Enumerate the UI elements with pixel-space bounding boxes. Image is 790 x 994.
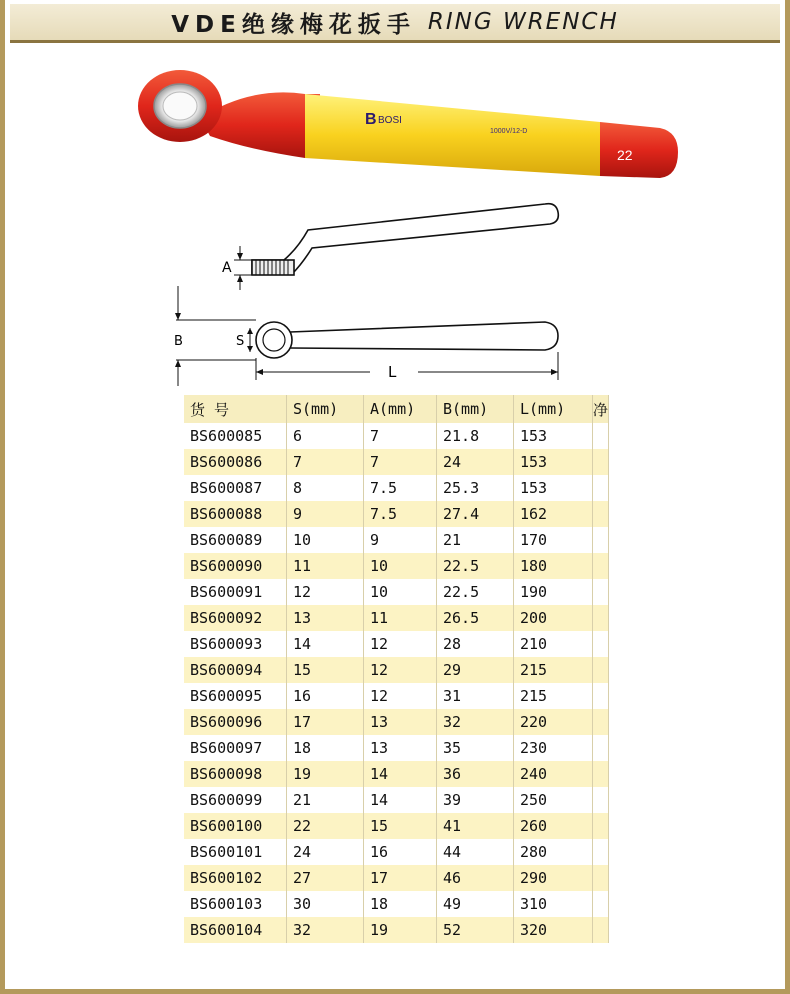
cell-a-value: 18 xyxy=(364,891,437,917)
cell-s-value: 7 xyxy=(287,449,364,475)
cell-a-value: 12 xyxy=(364,631,437,657)
cell-a-value: 12 xyxy=(364,683,437,709)
cell-part-no: BS600100 xyxy=(184,813,287,839)
cell-a-value: 12 xyxy=(364,657,437,683)
cell-cut xyxy=(593,449,609,475)
cell-a-value: 16 xyxy=(364,839,437,865)
cell-a-value: 15 xyxy=(364,813,437,839)
cell-l-value: 220 xyxy=(514,709,593,735)
brand-logo: B xyxy=(365,111,377,128)
cell-part-no: BS600086 xyxy=(184,449,287,475)
table-row xyxy=(184,917,609,943)
cell-s-value: 30 xyxy=(287,891,364,917)
cell-a-value: 7 xyxy=(364,423,437,449)
cell-l-value: 200 xyxy=(514,605,593,631)
cell-l-value: 280 xyxy=(514,839,593,865)
cell-part-no: BS600085 xyxy=(184,423,287,449)
cell-part-no: BS600093 xyxy=(184,631,287,657)
cell-cut xyxy=(593,683,609,709)
cell-s-value: 22 xyxy=(287,813,364,839)
header-b: B(mm) xyxy=(437,395,514,423)
cell-a-value: 13 xyxy=(364,735,437,761)
side-view-outline xyxy=(252,204,558,274)
header-l: L(mm) xyxy=(514,395,593,423)
cell-a-value: 14 xyxy=(364,761,437,787)
cell-l-value: 290 xyxy=(514,865,593,891)
title-en: RING WRENCH xyxy=(427,9,619,35)
title-cn: VDE绝缘梅花扳手 xyxy=(171,11,416,38)
table-row xyxy=(184,527,609,553)
header-s: S(mm) xyxy=(287,395,364,423)
top-view-handle xyxy=(290,322,558,350)
cell-part-no: BS600103 xyxy=(184,891,287,917)
table-row xyxy=(184,683,609,709)
cell-s-value: 14 xyxy=(287,631,364,657)
cell-b-value: 24 xyxy=(437,449,514,475)
label-l: L xyxy=(388,363,397,381)
cell-cut xyxy=(593,813,609,839)
cell-cut xyxy=(593,735,609,761)
cell-a-value: 7.5 xyxy=(364,501,437,527)
table-row xyxy=(184,813,609,839)
brand-text: BOSI xyxy=(378,115,402,126)
cell-cut xyxy=(593,579,609,605)
cell-part-no: BS600104 xyxy=(184,917,287,943)
cell-cut xyxy=(593,787,609,813)
cell-b-value: 32 xyxy=(437,709,514,735)
cell-b-value: 46 xyxy=(437,865,514,891)
cell-part-no: BS600098 xyxy=(184,761,287,787)
cell-cut xyxy=(593,917,609,943)
cell-l-value: 320 xyxy=(514,917,593,943)
cell-cut xyxy=(593,475,609,501)
cell-l-value: 310 xyxy=(514,891,593,917)
cell-cut xyxy=(593,709,609,735)
cell-b-value: 27.4 xyxy=(437,501,514,527)
cell-cut xyxy=(593,761,609,787)
dimension-diagram xyxy=(160,190,580,390)
cell-a-value: 14 xyxy=(364,787,437,813)
header-part-no: 货 号 xyxy=(184,395,287,423)
cell-l-value: 180 xyxy=(514,553,593,579)
cell-s-value: 8 xyxy=(287,475,364,501)
cell-s-value: 15 xyxy=(287,657,364,683)
cell-l-value: 153 xyxy=(514,475,593,501)
label-a: A xyxy=(222,260,232,276)
cell-b-value: 44 xyxy=(437,839,514,865)
cell-b-value: 31 xyxy=(437,683,514,709)
cell-s-value: 12 xyxy=(287,579,364,605)
cell-l-value: 230 xyxy=(514,735,593,761)
table-row xyxy=(184,553,609,579)
table-row xyxy=(184,449,609,475)
table-row xyxy=(184,631,609,657)
cell-part-no: BS600095 xyxy=(184,683,287,709)
table-row xyxy=(184,761,609,787)
cell-s-value: 11 xyxy=(287,553,364,579)
cell-b-value: 39 xyxy=(437,787,514,813)
cell-b-value: 26.5 xyxy=(437,605,514,631)
cell-b-value: 49 xyxy=(437,891,514,917)
cell-b-value: 52 xyxy=(437,917,514,943)
cell-s-value: 18 xyxy=(287,735,364,761)
table-row xyxy=(184,475,609,501)
cell-b-value: 28 xyxy=(437,631,514,657)
cell-cut xyxy=(593,891,609,917)
cell-part-no: BS600099 xyxy=(184,787,287,813)
cell-cut xyxy=(593,423,609,449)
cell-l-value: 190 xyxy=(514,579,593,605)
cell-cut xyxy=(593,605,609,631)
cell-part-no: BS600091 xyxy=(184,579,287,605)
cell-a-value: 7 xyxy=(364,449,437,475)
cell-part-no: BS600101 xyxy=(184,839,287,865)
label-s: S xyxy=(236,334,245,349)
table-row xyxy=(184,735,609,761)
vde-marking: 1000V/12-D xyxy=(490,128,528,135)
label-b: B xyxy=(174,334,183,349)
cell-cut xyxy=(593,865,609,891)
cell-s-value: 17 xyxy=(287,709,364,735)
frame-right xyxy=(785,0,790,994)
cell-s-value: 19 xyxy=(287,761,364,787)
cell-l-value: 240 xyxy=(514,761,593,787)
cell-s-value: 24 xyxy=(287,839,364,865)
cell-a-value: 10 xyxy=(364,553,437,579)
table-header-row xyxy=(184,395,609,423)
cell-a-value: 19 xyxy=(364,917,437,943)
cell-a-value: 7.5 xyxy=(364,475,437,501)
cell-b-value: 25.3 xyxy=(437,475,514,501)
cell-a-value: 11 xyxy=(364,605,437,631)
header-a: A(mm) xyxy=(364,395,437,423)
cell-b-value: 21.8 xyxy=(437,423,514,449)
cell-l-value: 210 xyxy=(514,631,593,657)
cell-l-value: 153 xyxy=(514,423,593,449)
spec-table xyxy=(184,395,609,943)
size-label: 22 xyxy=(617,147,633,163)
table-row xyxy=(184,865,609,891)
cell-b-value: 35 xyxy=(437,735,514,761)
cell-cut xyxy=(593,553,609,579)
cell-s-value: 16 xyxy=(287,683,364,709)
table-body xyxy=(184,423,609,943)
cell-s-value: 13 xyxy=(287,605,364,631)
cell-a-value: 9 xyxy=(364,527,437,553)
wrench-end-cap xyxy=(600,122,678,178)
cell-s-value: 10 xyxy=(287,527,364,553)
cell-l-value: 260 xyxy=(514,813,593,839)
cell-a-value: 13 xyxy=(364,709,437,735)
table-row xyxy=(184,579,609,605)
table-row xyxy=(184,657,609,683)
cell-b-value: 21 xyxy=(437,527,514,553)
cell-l-value: 215 xyxy=(514,683,593,709)
cell-part-no: BS600088 xyxy=(184,501,287,527)
table-row xyxy=(184,605,609,631)
top-view-ring xyxy=(256,322,292,358)
cell-cut xyxy=(593,631,609,657)
cell-b-value: 22.5 xyxy=(437,579,514,605)
cell-l-value: 153 xyxy=(514,449,593,475)
cell-part-no: BS600092 xyxy=(184,605,287,631)
wrench-photo xyxy=(130,58,690,188)
cell-part-no: BS600097 xyxy=(184,735,287,761)
cell-l-value: 250 xyxy=(514,787,593,813)
cell-part-no: BS600090 xyxy=(184,553,287,579)
cell-l-value: 170 xyxy=(514,527,593,553)
header-cut: 净 xyxy=(593,395,609,423)
title-bar xyxy=(10,4,780,43)
table-row xyxy=(184,423,609,449)
cell-cut xyxy=(593,839,609,865)
cell-part-no: BS600096 xyxy=(184,709,287,735)
cell-part-no: BS600102 xyxy=(184,865,287,891)
cell-s-value: 6 xyxy=(287,423,364,449)
table-row xyxy=(184,787,609,813)
cell-cut xyxy=(593,657,609,683)
cell-a-value: 17 xyxy=(364,865,437,891)
cell-part-no: BS600094 xyxy=(184,657,287,683)
cell-l-value: 215 xyxy=(514,657,593,683)
cell-cut xyxy=(593,501,609,527)
cell-b-value: 41 xyxy=(437,813,514,839)
cell-b-value: 29 xyxy=(437,657,514,683)
cell-s-value: 21 xyxy=(287,787,364,813)
frame-bottom xyxy=(0,989,790,994)
cell-b-value: 36 xyxy=(437,761,514,787)
cell-part-no: BS600089 xyxy=(184,527,287,553)
cell-cut xyxy=(593,527,609,553)
cell-a-value: 10 xyxy=(364,579,437,605)
cell-s-value: 9 xyxy=(287,501,364,527)
table-row xyxy=(184,839,609,865)
cell-s-value: 27 xyxy=(287,865,364,891)
table-row xyxy=(184,891,609,917)
cell-b-value: 22.5 xyxy=(437,553,514,579)
wrench-yellow-grip xyxy=(305,94,600,176)
table-row xyxy=(184,709,609,735)
table-row xyxy=(184,501,609,527)
cell-s-value: 32 xyxy=(287,917,364,943)
frame-left xyxy=(0,0,5,994)
cell-part-no: BS600087 xyxy=(184,475,287,501)
cell-l-value: 162 xyxy=(514,501,593,527)
